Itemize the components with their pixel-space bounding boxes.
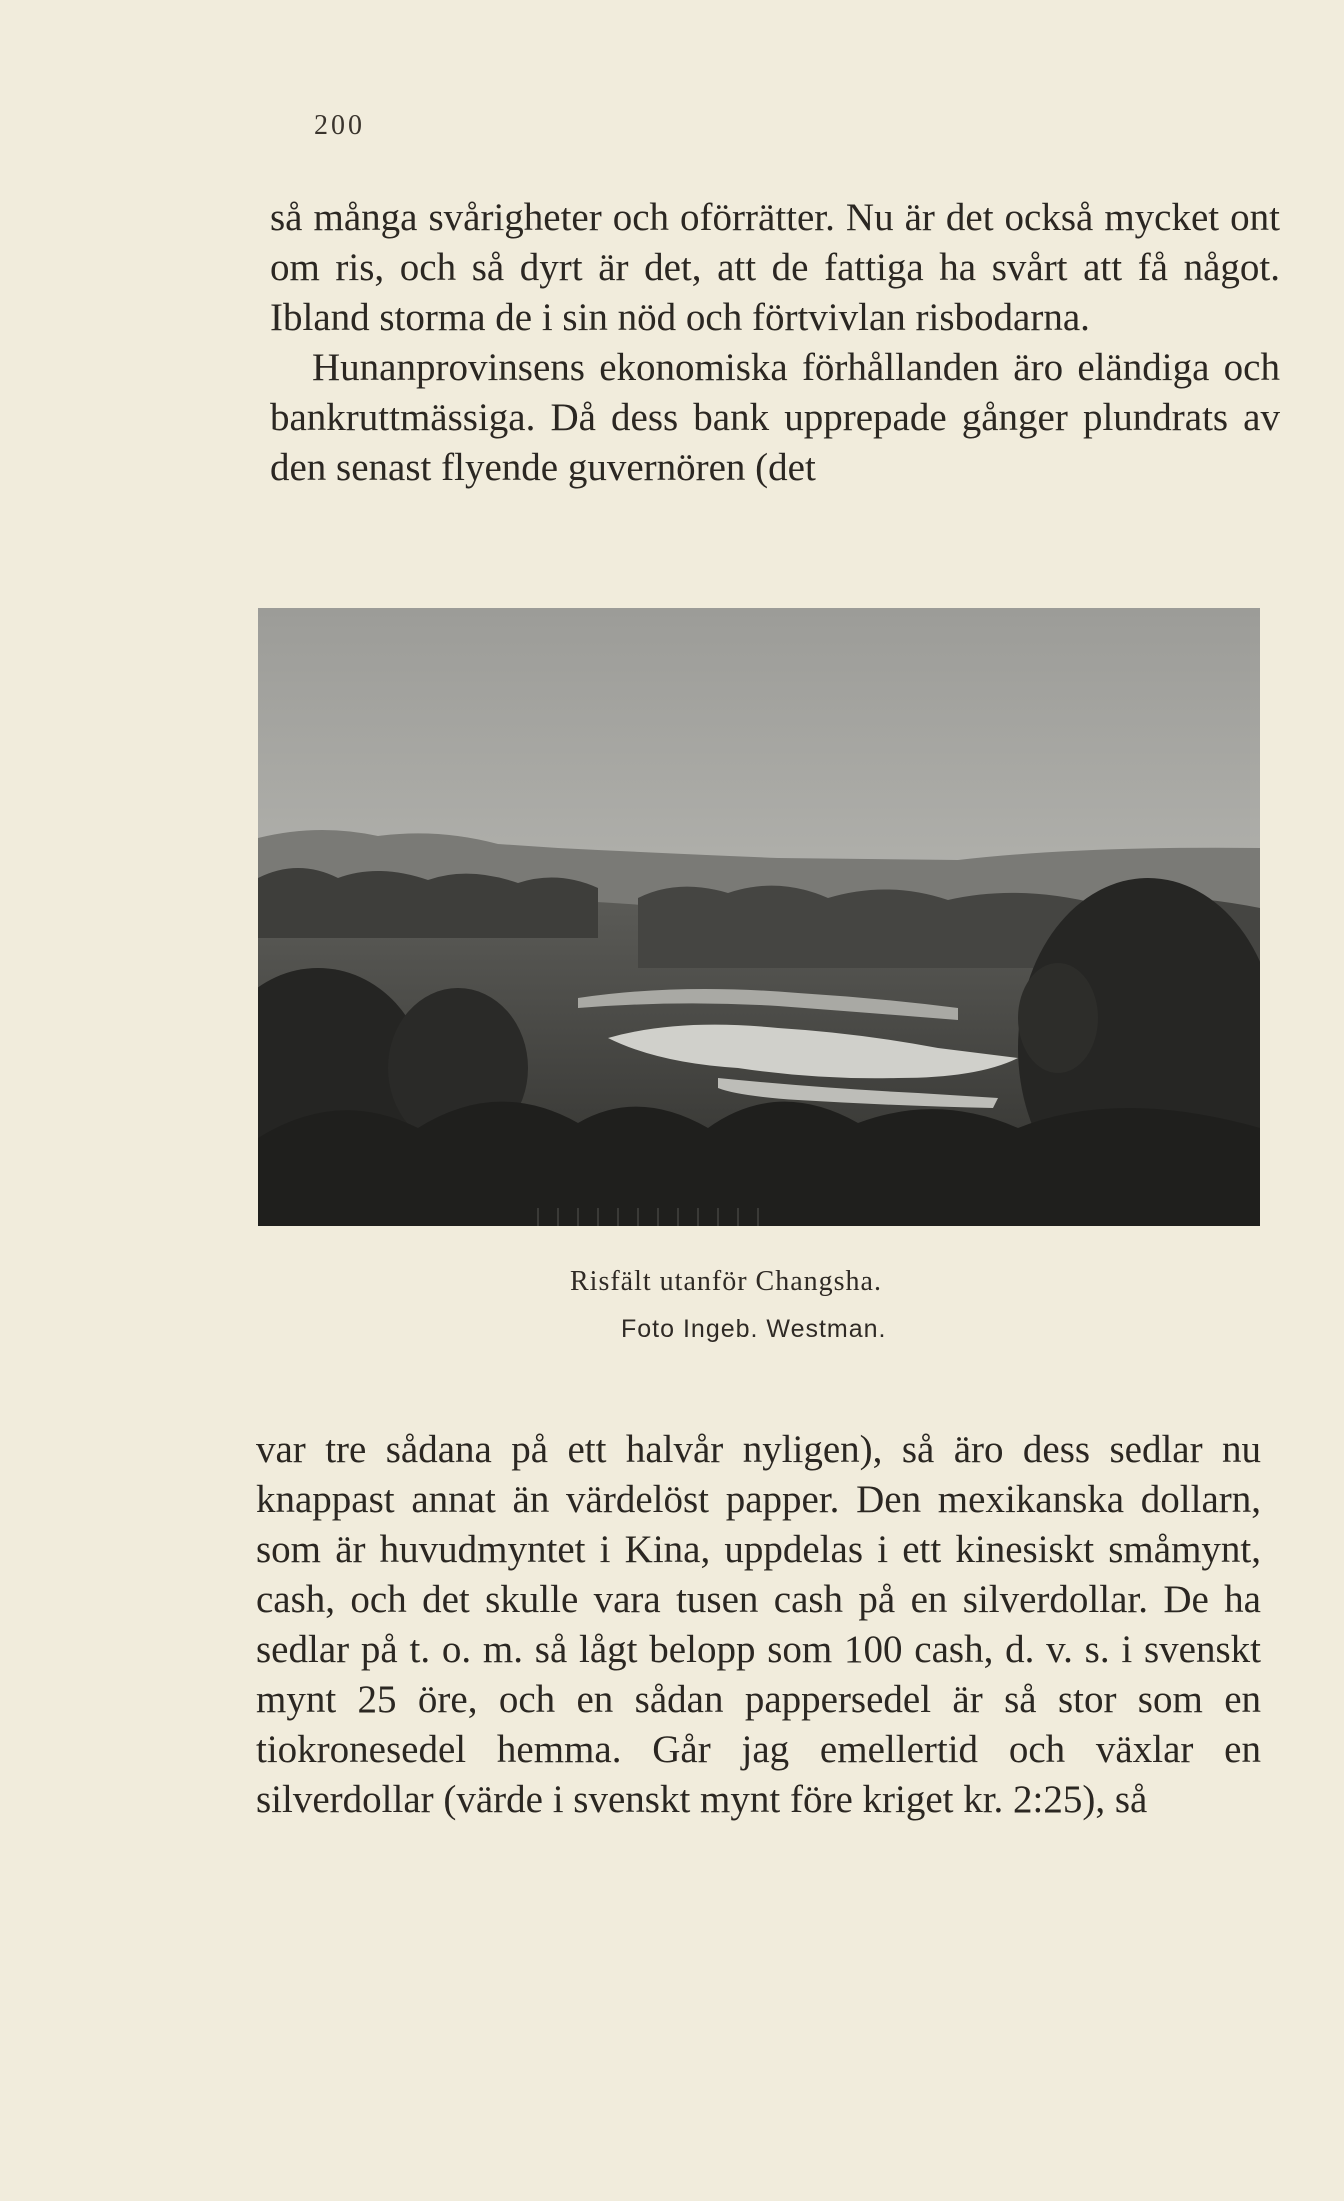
page-number: 200 (314, 110, 365, 141)
bottom-text-block (256, 1425, 1261, 1825)
photo-caption: Risfält utanför Changsha. (570, 1266, 882, 1297)
rice-field-photo (258, 608, 1260, 1226)
top-text-block (270, 193, 1280, 493)
paragraph-2: Hunanprovinsens ekonomiska förhållanden äro eländiga och bankruttmässiga. Då dess bank upprepade gånger plundrats av den senast flyende guvernören (det (270, 346, 1280, 489)
photo-credit: Foto Ingeb. Westman. (621, 1315, 887, 1343)
paragraph-3: var tre sådana på ett halvår nyligen), så äro dess sedlar nu knappast annat än värdelöst papper. Den mexikanska dollarn, som är huvudmyntet i Kina, uppdelas i ett kinesiskt småmynt, cash, och det skulle vara tusen cash på en silverdollar. De ha sedlar på t. o. m. så lågt belopp som 100 cash, d. v. s. i svenskt mynt 25 öre, och en sådan pappersedel är så stor som en tiokronesedel hemma. Går jag emellertid och växlar en silverdollar (värde i svenskt mynt före kriget kr. 2:25), så (256, 1428, 1261, 1821)
paragraph-1: så många svårigheter och oförrätter. Nu är det också mycket ont om ris, och så dyrt är det, att de fattiga ha svårt att få något. Ibland storma de i sin nöd och förtvivlan risbodarna. (270, 196, 1280, 339)
